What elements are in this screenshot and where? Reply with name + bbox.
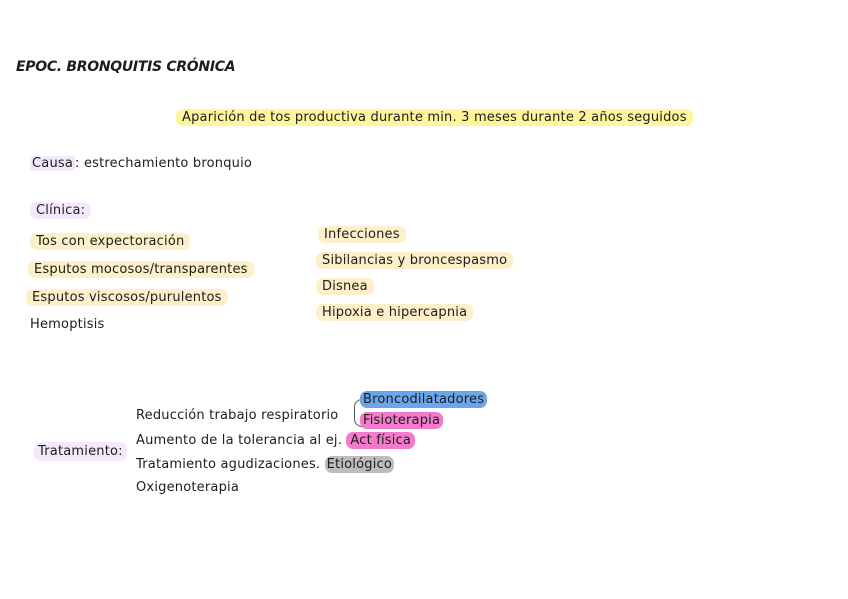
clinica-right-item-text: Sibilancias y broncespasmo [316,252,513,269]
tag-text: Act física [346,432,415,449]
definition-text: Aparición de tos productiva durante min. 3 meses durante 2 años seguidos [176,109,693,126]
clinica-left-item-text: Esputos viscosos/purulentos [26,289,228,306]
clinica-right-item [316,279,374,294]
causa-line [30,156,252,171]
tratamiento-item [136,457,394,472]
clinica-right-item-text: Infecciones [318,226,406,243]
tratamiento-tag [360,413,443,428]
clinica-right-item [316,253,513,268]
tratamiento-item-text: Oxigenoterapia [136,480,240,495]
tratamiento-label-text: Tratamiento: [34,442,127,461]
clinica-right-item-text: Disnea [316,278,374,295]
tag-text: Broncodilatadores [360,391,487,408]
clinica-left-item-text: Tos con expectoración [30,233,190,250]
clinica-right-item [318,227,406,242]
tag-text: Fisioterapia [360,412,443,429]
clinica-left-item-text: Hemoptisis [30,317,105,332]
clinica-left-item [28,262,254,277]
tag-text: Etiológico [326,457,393,472]
tratamiento-item [136,408,338,423]
clinica-left-item-text: Esputos mocosos/transparentes [28,261,254,278]
tratamiento-label [34,444,127,459]
page-title: EPOC. BRONQUITIS CRÓNICA [16,59,236,75]
tratamiento-item-text: Reducción trabajo respiratorio [136,408,339,423]
tratamiento-tag [360,392,487,407]
tratamiento-item-text: Tratamiento agudizaciones. [136,457,321,472]
clinica-left-item [30,317,105,332]
definition-line [176,110,693,125]
causa-text: : estrechamiento bronquio [75,156,253,171]
clinica-left-item [26,290,228,305]
clinica-left-item [30,234,190,249]
clinica-right-item [316,305,473,320]
clinica-label [30,203,91,218]
clinica-right-item-text: Hipoxia e hipercapnia [316,304,473,321]
tratamiento-item [136,433,415,448]
tratamiento-item-text: Aumento de la tolerancia al ej. [136,433,343,448]
tratamiento-item [136,480,239,495]
clinica-label-text: Clínica: [30,202,91,219]
causa-label: Causa [32,156,74,171]
